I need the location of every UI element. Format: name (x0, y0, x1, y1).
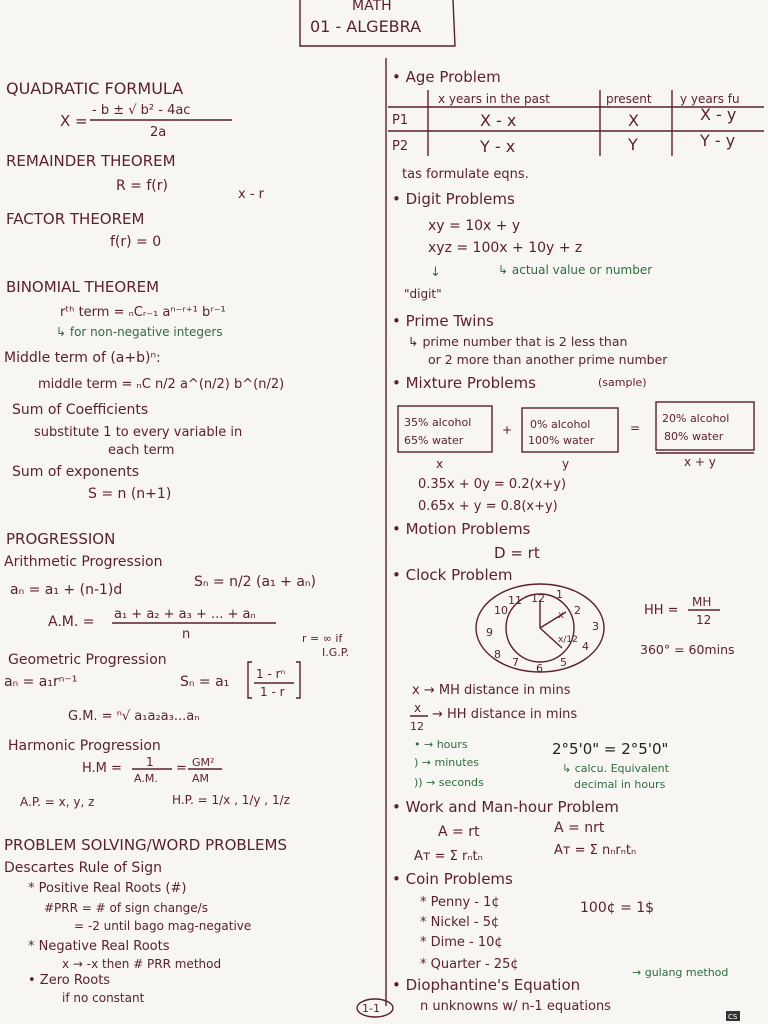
mixture-sample-label: (sample) (598, 376, 647, 389)
am-lhs: A.M. = (48, 614, 95, 630)
am-denominator: n (182, 627, 191, 642)
negative-roots: * Negative Real Roots (28, 939, 170, 954)
clock-number: 5 (560, 656, 567, 669)
x12-denominator: 12 (410, 720, 424, 733)
binomial-note: ↳ for non-negative integers (56, 325, 223, 339)
remainder-theorem-title: REMAINDER THEOREM (6, 152, 176, 170)
calc-note-1: ↳ calcu. Equivalent (562, 762, 669, 775)
clock-diagram (476, 584, 604, 675)
work-equation-4: Aᴛ = Σ nₙrₙtₙ (554, 843, 637, 858)
ap-sequence: A.P. = x, y, z (20, 795, 95, 809)
mixture-box-2-line1: 0% alcohol (530, 418, 591, 431)
digit-equation-2: xyz = 100x + 10y + z (428, 240, 583, 256)
prr-rule-1: #PRR = # of sign change/s (44, 901, 208, 915)
ap-nth-term: aₙ = a₁ + (n-1)d (10, 582, 123, 598)
age-header-future: y years fu (680, 92, 740, 106)
hp-sequence: H.P. = 1/x , 1/y , 1/z (172, 793, 290, 807)
mixture-box-3-line1: 20% alcohol (662, 412, 730, 425)
page-number: 1-1 (362, 1002, 380, 1015)
clock-number: 1 (556, 588, 563, 601)
binomial-theorem-title: BINOMIAL THEOREM (6, 278, 160, 296)
mixture-box-2-line2: 100% water (528, 434, 595, 447)
zero-roots-rule: if no constant (62, 991, 145, 1005)
hh-numerator: MH (692, 595, 712, 609)
clock-number: 12 (531, 592, 545, 605)
zero-roots: • Zero Roots (28, 973, 111, 988)
quadratic-formula-title: QUADRATIC FORMULA (6, 79, 184, 98)
hm-lhs: H.M = (82, 761, 122, 776)
symbol-hours: • → hours (414, 738, 468, 751)
scanner-stamp: CS (728, 1013, 738, 1021)
am-numerator: a₁ + a₂ + a₃ + ... + aₙ (114, 607, 256, 622)
age-header-past: x years in the past (438, 92, 550, 106)
digit-word: "digit" (404, 287, 442, 301)
motion-problems-title: • Motion Problems (392, 520, 531, 538)
mixture-equals: = (630, 421, 641, 435)
motion-equation: D = rt (494, 544, 540, 562)
header-title: 01 - ALGEBRA (310, 17, 422, 36)
calc-note-2: decimal in hours (574, 778, 666, 791)
x12-numerator: x (414, 701, 422, 715)
geometric-progression-title: Geometric Progression (8, 652, 167, 668)
infinite-gp-note: r = ∞ if (302, 632, 343, 645)
hm-numerator-2: GM² (192, 756, 215, 769)
positive-roots: * Positive Real Roots (#) (28, 881, 187, 896)
mixture-box-1-line2: 65% water (404, 434, 464, 447)
clock-number: 2 (574, 604, 581, 617)
arithmetic-progression-title: Arithmetic Progression (4, 554, 163, 570)
x-mh-distance: x → MH distance in mins (412, 683, 571, 698)
header (300, 0, 455, 46)
symbol-minutes: ) → minutes (414, 756, 480, 769)
negative-roots-rule: x → -x then # PRR method (62, 957, 222, 971)
descartes-title: Descartes Rule of Sign (4, 860, 162, 876)
prime-twins-title: • Prime Twins (392, 312, 494, 330)
age-cell: Y - x (480, 137, 516, 156)
age-problem-title: • Age Problem (392, 68, 501, 86)
clock-number: 7 (512, 656, 519, 669)
age-row-label: P2 (392, 139, 409, 154)
age-cell: X - y (700, 105, 737, 124)
work-equation-3: Aᴛ = Σ rₙtₙ (414, 849, 483, 864)
infinite-gp-label: I.G.P. (322, 646, 350, 659)
header-subject: MATH (352, 0, 392, 14)
hm-denominator-2: AM (192, 772, 210, 785)
mixture-equation-1: 0.35x + 0y = 0.2(x+y) (418, 477, 567, 492)
hh-denominator: 12 (696, 613, 712, 627)
mixture-equation-2: 0.65x + y = 0.8(x+y) (418, 499, 558, 514)
work-problem-title: • Work and Man-hour Problem (392, 798, 619, 816)
coin-conversion: 100¢ = 1$ (580, 900, 655, 916)
gm-equation: G.M. = ⁿ√ a₁a₂a₃...aₙ (68, 709, 200, 724)
quadratic-lhs: X = (60, 112, 88, 130)
sum-exponents-title: Sum of exponents (12, 464, 140, 480)
prr-rule-2: = -2 until bago mag-negative (74, 919, 252, 933)
clock-fraction-label: x/12 (558, 635, 578, 645)
progression-title: PROGRESSION (6, 530, 116, 548)
clock-number: 10 (494, 604, 508, 617)
hm-equals: = (176, 761, 187, 776)
work-equation-1: A = rt (438, 824, 480, 840)
problem-solving-title: PROBLEM SOLVING/WORD PROBLEMS (4, 836, 287, 854)
sum-coefficients-line1: substitute 1 to every variable in (34, 425, 243, 440)
clock-number: 3 (592, 620, 599, 633)
work-equation-2: A = nrt (554, 820, 605, 836)
remainder-side-note: x - r (238, 187, 264, 202)
factor-theorem-title: FACTOR THEOREM (6, 210, 145, 228)
middle-term-equation: middle term = ₙC n/2 a^(n/2) b^(n/2) (38, 377, 285, 392)
age-table (388, 90, 764, 156)
coin-item: * Nickel - 5¢ (420, 915, 500, 930)
hm-denominator: A.M. (134, 772, 158, 785)
sum-exponents-equation: S = n (n+1) (88, 486, 172, 502)
gp-sum-lhs: Sₙ = a₁ (180, 674, 230, 690)
age-cell: Y (628, 135, 638, 154)
right-column (388, 68, 764, 1014)
digit-problems-title: • Digit Problems (392, 190, 515, 208)
diophantine-note: → gulang method (632, 966, 729, 979)
coin-item: * Quarter - 25¢ (420, 957, 519, 972)
gp-nth-term: aₙ = a₁rⁿ⁻¹ (4, 674, 78, 690)
digit-equation-1: xy = 10x + y (428, 218, 521, 234)
symbol-seconds: )) → seconds (414, 776, 484, 789)
time-equation: 2°5'0" = 2°5'0" (552, 740, 669, 758)
age-cell: X - x (480, 111, 517, 130)
mixture-box-3-variable: x + y (684, 455, 716, 469)
hm-numerator: 1 (146, 755, 154, 769)
clock-number: 6 (536, 662, 543, 675)
age-row-label: P1 (392, 113, 409, 128)
digit-note: ↳ actual value or number (498, 263, 653, 277)
coin-item: * Penny - 1¢ (420, 895, 500, 910)
ap-sum: Sₙ = n/2 (a₁ + aₙ) (194, 574, 316, 590)
sum-coefficients-line2: each term (108, 443, 175, 458)
mixture-box-3-line2: 80% water (664, 430, 724, 443)
gp-denominator: 1 - r (260, 685, 285, 699)
remainder-equation: R = f(r) (116, 178, 168, 194)
coin-item: * Dime - 10¢ (420, 935, 503, 950)
diophantine-title: • Diophantine's Equation (392, 976, 581, 994)
clock-problem-title: • Clock Problem (392, 566, 513, 584)
x12-hh-distance: → HH distance in mins (432, 707, 578, 722)
clock-number: 9 (486, 626, 493, 639)
mixture-box-2-variable: y (562, 457, 570, 471)
sum-coefficients-title: Sum of Coefficients (12, 402, 149, 418)
hh-lhs: HH = (644, 603, 679, 618)
prime-twins-line1: ↳ prime number that is 2 less than (408, 334, 628, 349)
age-note: tas formulate eqns. (402, 167, 529, 182)
mixture-plus: + (502, 423, 513, 437)
age-header-present: present (606, 92, 652, 106)
age-cell: Y - y (700, 131, 736, 150)
mixture-box-1-variable: x (436, 457, 444, 471)
clock-number: 4 (582, 640, 589, 653)
gp-numerator: 1 - rⁿ (256, 667, 286, 681)
left-column (4, 79, 349, 1005)
middle-term-title: Middle term of (a+b)ⁿ: (4, 350, 161, 366)
quadratic-numerator: - b ± √ b² - 4ac (92, 103, 191, 118)
factor-equation: f(r) = 0 (110, 234, 162, 250)
mixture-box-1-line1: 35% alcohol (404, 416, 472, 429)
coin-problems-title: • Coin Problems (392, 870, 513, 888)
digit-arrow: ↓ (430, 265, 441, 280)
diophantine-rule: n unknowns w/ n-1 equations (420, 999, 611, 1014)
age-cell: X (628, 111, 639, 130)
harmonic-progression-title: Harmonic Progression (8, 738, 161, 754)
clock-number: 8 (494, 648, 501, 661)
clock-number: 11 (508, 594, 522, 607)
binomial-rth-term: rᵗʰ term = ₙCᵣ₋₁ aⁿ⁻ʳ⁺¹ bʳ⁻¹ (60, 305, 226, 320)
quadratic-denominator: 2a (150, 125, 167, 140)
clock-x-label: x (558, 610, 564, 621)
degree-minutes: 360° = 60mins (640, 642, 735, 657)
prime-twins-line2: or 2 more than another prime number (428, 352, 668, 367)
mixture-problems-title: • Mixture Problems (392, 374, 536, 392)
